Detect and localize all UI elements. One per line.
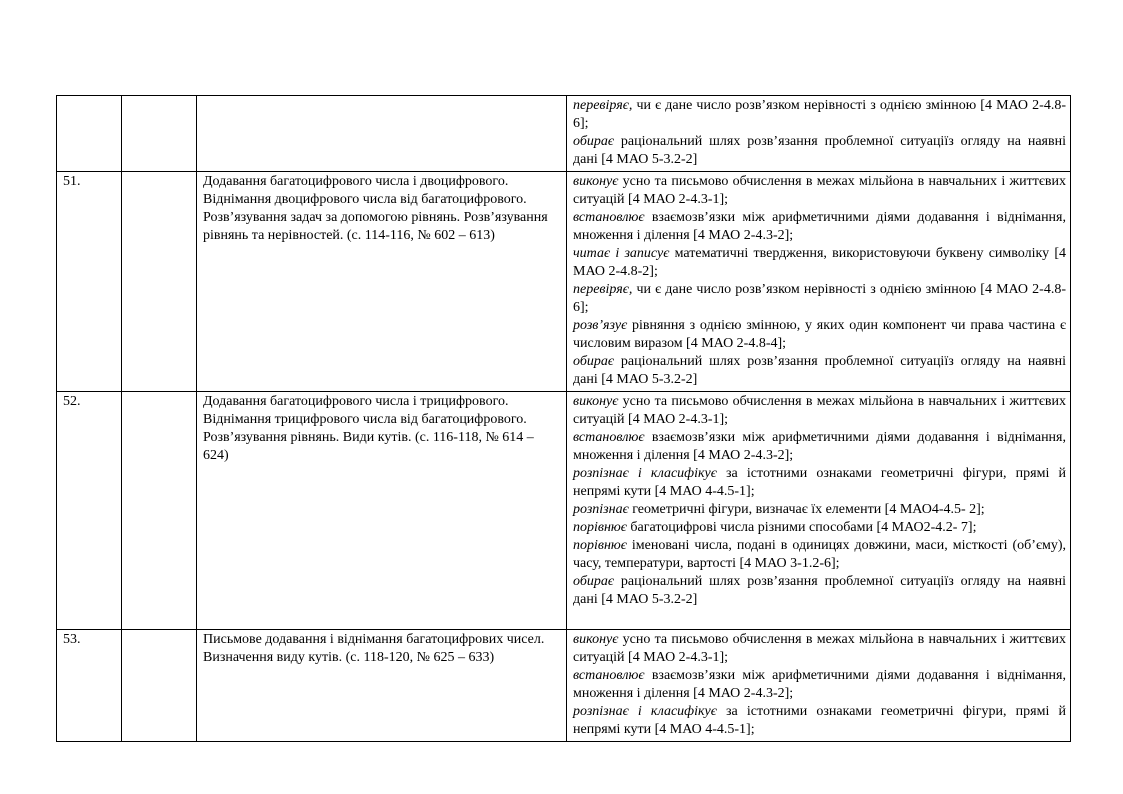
lesson-number-cell: 53. bbox=[57, 630, 122, 742]
result-item: виконує усно та письмово обчислення в межах мільйона в навчальних і життєвих ситуацій [4 МАО 2-4.3-1]; bbox=[573, 632, 1066, 665]
result-item: встановлює взаємозв’язки між арифметичними діями додавання і віднімання, множення і ділення [4 МАО 2-4.3-2]; bbox=[573, 210, 1066, 243]
expected-results-cell bbox=[567, 172, 1071, 392]
result-item: перевіряє, чи є дане число розв’язком нерівності з однією змінною [4 МАО 2-4.8-6]; bbox=[573, 282, 1066, 315]
result-item: порівнює іменовані числа, подані в одиницях довжини, маси, місткості (об’єму), часу, температури, вартості [4 МАО 3-1.2-6]; bbox=[573, 538, 1066, 571]
result-item: встановлює взаємозв’язки між арифметичними діями додавання і віднімання, множення і ділення [4 МАО 2-4.3-2]; bbox=[573, 668, 1066, 701]
result-item: виконує усно та письмово обчислення в межах мільйона в навчальних і життєвих ситуацій [4 МАО 2-4.3-1]; bbox=[573, 394, 1066, 427]
result-item: розпізнає і класифікує за істотними ознаками геометричні фігури, прямі й непрямі кути [4 МАО 4-4.5-1]; bbox=[573, 466, 1066, 499]
result-item: розв’язує рівняння з однією змінною, у яких один компонент чи права частина є числовим виразом [4 МАО 2-4.8-4]; bbox=[573, 318, 1066, 351]
lesson-topic-cell: Додавання багатоцифрового числа і двоцифрового. Віднімання двоцифрового числа від багатоцифрового. Розв’язування задач за допомогою рівнянь. Розв’язування рівнянь та нерівностей. (с. 114-116, № 602 – 613) bbox=[197, 172, 567, 392]
lesson-topic-cell bbox=[197, 96, 567, 172]
result-item: розпізнає геометричні фігури, визначає їх елементи [4 МАО4-4.5- 2]; bbox=[573, 502, 985, 517]
result-item: обирає раціональний шлях розв’язання проблемної ситуаціїз огляду на наявні дані [4 МАО 5-3.2-2] bbox=[573, 354, 1066, 387]
table-row bbox=[57, 172, 1071, 392]
expected-results-cell bbox=[567, 630, 1071, 742]
result-item: розпізнає і класифікує за істотними ознаками геометричні фігури, прямі й непрямі кути [4 МАО 4-4.5-1]; bbox=[573, 704, 1066, 737]
lesson-number-cell: 52. bbox=[57, 392, 122, 630]
result-item: обирає раціональний шлях розв’язання проблемної ситуаціїз огляду на наявні дані [4 МАО 5-3.2-2] bbox=[573, 134, 1066, 167]
expected-results-cell bbox=[567, 96, 1071, 172]
lesson-topic-cell: Додавання багатоцифрового числа і трицифрового. Віднімання трицифрового числа від багатоцифрового. Розв’язування рівнянь. Види кутів. (с. 116-118, № 614 – 624) bbox=[197, 392, 567, 630]
result-item: обирає раціональний шлях розв’язання проблемної ситуаціїз огляду на наявні дані [4 МАО 5-3.2-2] bbox=[573, 574, 1066, 607]
date-cell bbox=[122, 630, 197, 742]
result-item: порівнює багатоцифрові числа різними способами [4 МАО2-4.2- 7]; bbox=[573, 520, 977, 535]
expected-results-cell bbox=[567, 392, 1071, 630]
lesson-plan-table bbox=[56, 95, 1071, 742]
lesson-number-cell: 51. bbox=[57, 172, 122, 392]
lesson-topic-cell: Письмове додавання і віднімання багатоцифрових чисел. Визначення виду кутів. (с. 118-120, № 625 – 633) bbox=[197, 630, 567, 742]
date-cell bbox=[122, 96, 197, 172]
table-row bbox=[57, 630, 1071, 742]
table-row bbox=[57, 392, 1071, 630]
result-item: встановлює взаємозв’язки між арифметичними діями додавання і віднімання, множення і ділення [4 МАО 2-4.3-2]; bbox=[573, 430, 1066, 463]
date-cell bbox=[122, 172, 197, 392]
result-item: виконує усно та письмово обчислення в межах мільйона в навчальних і життєвих ситуацій [4 МАО 2-4.3-1]; bbox=[573, 174, 1066, 207]
table-row bbox=[57, 96, 1071, 172]
lesson-number-cell bbox=[57, 96, 122, 172]
date-cell bbox=[122, 392, 197, 630]
result-item: перевіряє, чи є дане число розв’язком нерівності з однією змінною [4 МАО 2-4.8-6]; bbox=[573, 98, 1066, 131]
result-item: читає і записує математичні твердження, використовуючи буквену символіку [4 МАО 2-4.8-2]; bbox=[573, 246, 1067, 279]
